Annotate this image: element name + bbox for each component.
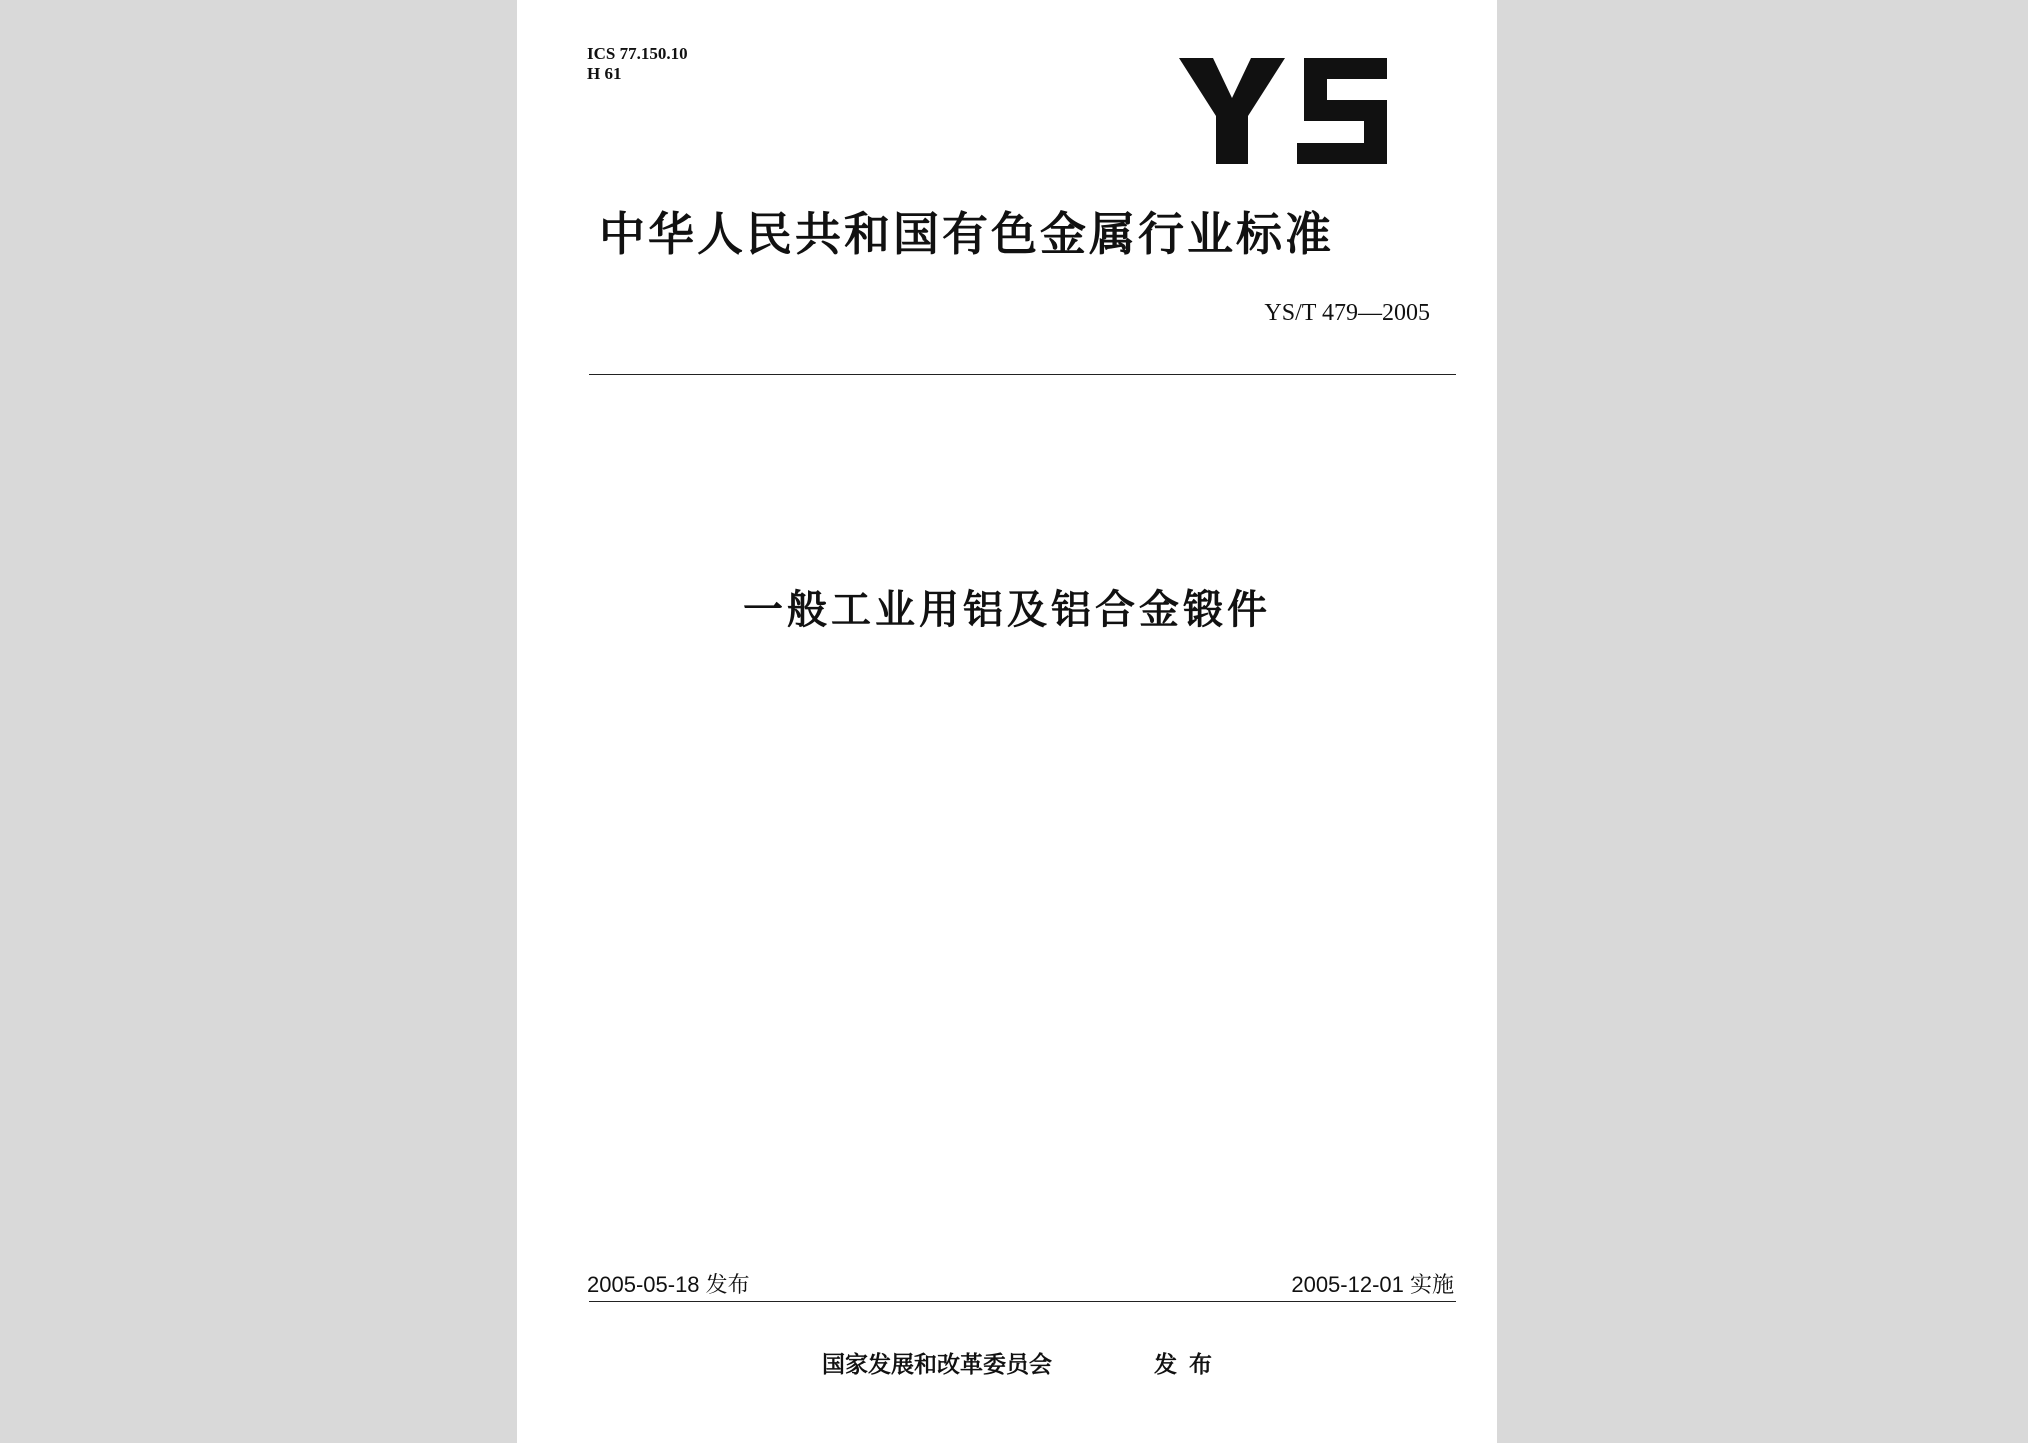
standard-number: YS/T 479—2005 [1264, 300, 1430, 326]
publish-action: 发布 [1154, 1352, 1224, 1378]
top-divider [589, 374, 1456, 375]
classification-codes [587, 44, 688, 84]
ics-code: ICS 77.150.10 [587, 44, 688, 63]
ys-logo [1179, 58, 1387, 164]
publisher-name: 国家发展和改革委员会 [822, 1352, 1052, 1378]
bottom-divider [589, 1301, 1456, 1302]
implementation-date: 2005-12-01 实施 [1291, 1272, 1454, 1297]
issue-date: 2005-05-18 发布 [587, 1272, 750, 1297]
document-title: 一般工业用铝及铝合金锻件 [743, 587, 1271, 633]
classification-code: H 61 [587, 64, 622, 83]
document-page [517, 0, 1497, 1443]
organization-title: 中华人民共和国有色金属行业标准 [599, 207, 1334, 261]
